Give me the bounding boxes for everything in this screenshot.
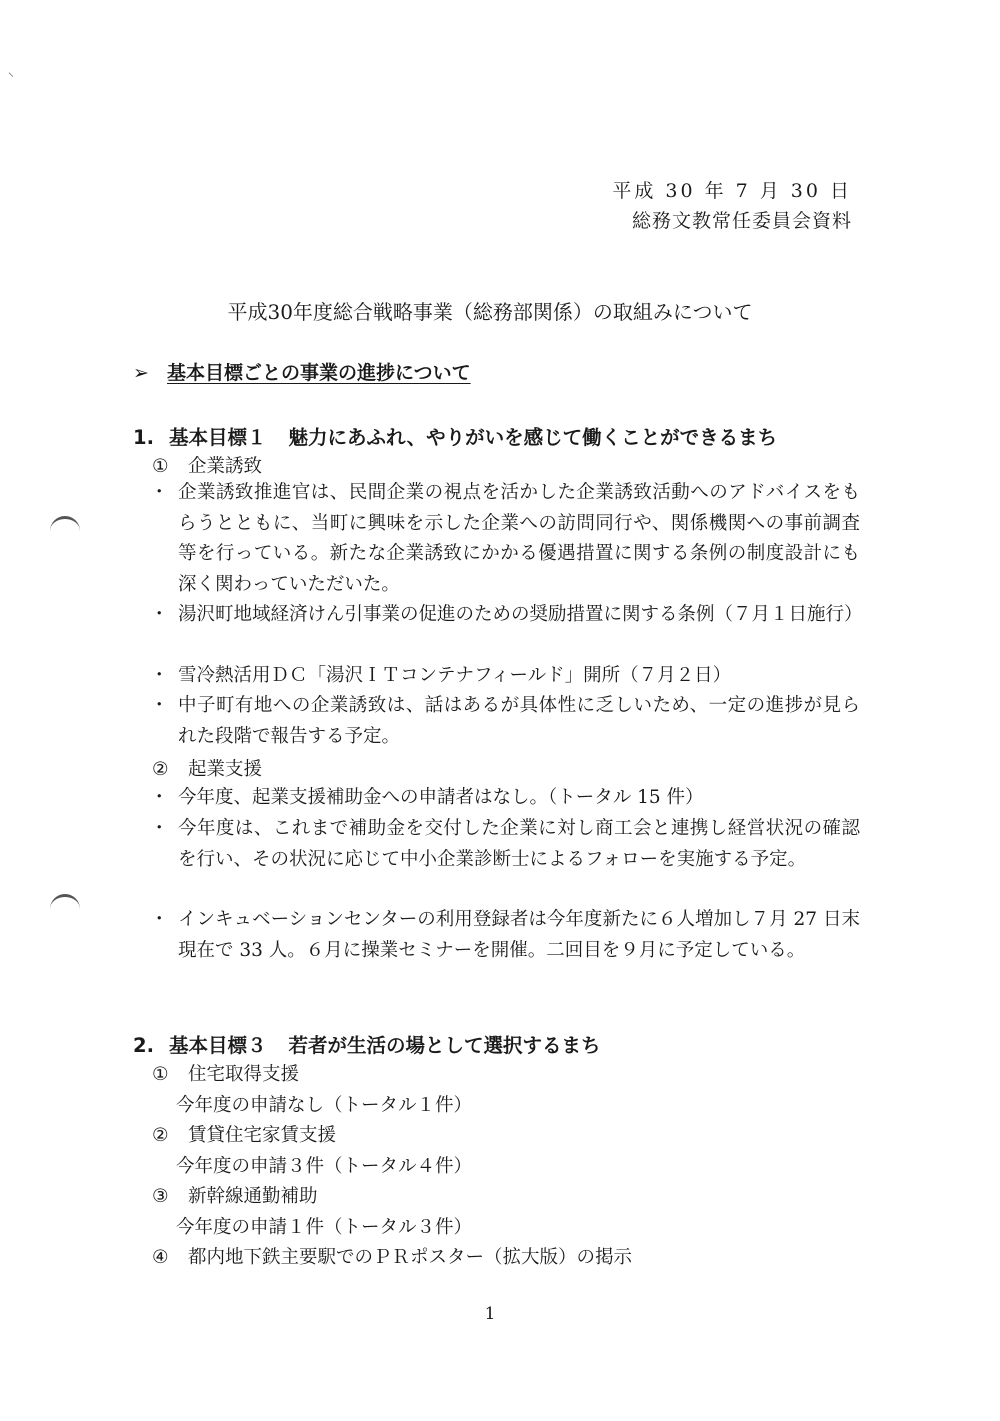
subsection-title: 企業誘致 <box>188 456 263 477</box>
bullet-dot: ・ <box>150 818 169 839</box>
list-item <box>150 783 860 814</box>
goal-number: 2. <box>133 1034 154 1057</box>
subsection-title: 都内地下鉄主要駅でのＰＲポスター（拡大版）の掲示 <box>188 1247 633 1268</box>
document-committee: 総務文教常任委員会資料 <box>631 210 852 232</box>
circled-number: ② <box>152 759 169 780</box>
subsection-heading <box>152 1182 318 1208</box>
goal-label: 基本目標１ <box>169 426 267 449</box>
goal-text: 若者が生活の場として選択するまち <box>288 1034 601 1057</box>
section-heading <box>133 358 471 385</box>
subsection-title: 賃貸住宅家賃支援 <box>188 1125 337 1146</box>
goal-3-heading <box>133 1030 601 1058</box>
list-item-text: 企業誘致推進官は、民間企業の視点を活かした企業誘致活動へのアドバイスをもらうとともに、当町に興味を示した企業への訪問同行や、関係機関への事前調査等を行っている。新たな企業誘致にかかる優遇措置に関する条例の制度設計にも深く関わっていただいた。 <box>178 482 860 595</box>
punch-hole-shadow <box>50 516 80 539</box>
bullet-dot: ・ <box>150 665 169 686</box>
goal-text: 魅力にあふれ、やりがいを感じて働くことができるまち <box>288 426 778 449</box>
punch-hole-shadow <box>50 894 80 917</box>
goal-label: 基本目標３ <box>169 1034 267 1057</box>
circled-number: ③ <box>152 1186 169 1207</box>
list-item <box>150 691 860 752</box>
bullet-dot: ・ <box>150 787 169 808</box>
circled-number: ① <box>152 1064 169 1085</box>
list-item-text: 今年度、起業支援補助金への申請者はなし。（トータル 15 件） <box>178 787 704 808</box>
subsection-detail: 今年度の申請１件（トータル３件） <box>176 1217 473 1238</box>
scan-speck: ⸌ <box>8 70 15 84</box>
section-heading-text: 基本目標ごとの事業の進捗について <box>167 362 471 384</box>
bullet-dot: ・ <box>150 482 169 503</box>
list-item <box>150 814 860 875</box>
subsection-heading <box>152 452 262 478</box>
list-item-text: 中子町有地への企業誘致は、話はあるが具体性に乏しいため、一定の進捗が見られた段階で報告する予定。 <box>178 695 860 747</box>
list-item <box>150 600 863 631</box>
bullet-dot: ・ <box>150 909 169 930</box>
goal-1-heading <box>133 422 777 450</box>
list-item-text: 湯沢町地域経済けん引事業の促進のための奨励措置に関する条例（７月１日施行） <box>178 604 863 625</box>
list-item <box>150 661 860 692</box>
subsection-title: 起業支援 <box>188 759 263 780</box>
subsection-heading <box>152 755 262 781</box>
bullet-dot: ・ <box>150 695 169 716</box>
list-item-text: インキュベーションセンターの利用登録者は今年度新たに６人増加し７月 27 日末現在で 33 人。６月に操業セミナーを開催。二回目を９月に予定している。 <box>178 909 860 961</box>
subsection-title: 住宅取得支援 <box>188 1064 300 1085</box>
list-item-text: 今年度は、これまで補助金を交付した企業に対し商工会と連携し経営状況の確認を行い、その状況に応じて中小企業診断士によるフォローを実施する予定。 <box>178 818 860 870</box>
subsection-heading <box>152 1243 632 1269</box>
goal-number: 1. <box>133 426 154 449</box>
circled-number: ① <box>152 456 169 477</box>
list-item <box>150 478 860 600</box>
subsection-detail: 今年度の申請３件（トータル４件） <box>176 1156 473 1177</box>
arrow-bullet-icon: ➢ <box>133 362 149 384</box>
list-item-text: 雪冷熱活用ＤＣ「湯沢ＩＴコンテナフィールド」開所（７月２日） <box>178 665 732 686</box>
circled-number: ④ <box>152 1247 169 1268</box>
bullet-dot: ・ <box>150 604 169 625</box>
list-item <box>150 905 860 966</box>
circled-number: ② <box>152 1125 169 1146</box>
subsection-heading <box>152 1121 336 1147</box>
page-number: 1 <box>484 1304 496 1324</box>
subsection-heading <box>152 1060 299 1086</box>
document-title: 平成30年度総合戦略事業（総務部関係）の取組みについて <box>227 300 753 324</box>
subsection-detail: 今年度の申請なし（トータル１件） <box>176 1095 473 1116</box>
document-date: 平成 30 年 7 月 30 日 <box>612 180 852 202</box>
subsection-title: 新幹線通勤補助 <box>188 1186 318 1207</box>
